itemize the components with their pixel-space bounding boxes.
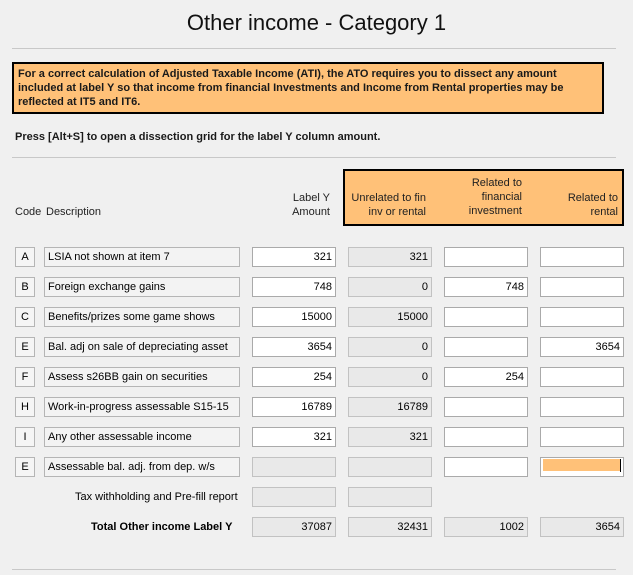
total-rental: 3654 xyxy=(540,517,624,537)
header-label-y: Label Y Amount xyxy=(292,192,330,218)
tax-withholding-label-y xyxy=(252,487,336,507)
selection-highlight xyxy=(543,459,620,471)
unrelated-cell: 321 xyxy=(348,247,432,267)
code-cell: E xyxy=(15,337,35,357)
description-cell: Assess s26BB gain on securities xyxy=(44,367,240,387)
description-cell: LSIA not shown at item 7 xyxy=(44,247,240,267)
text-caret xyxy=(620,459,621,472)
total-label: Total Other income Label Y xyxy=(91,521,233,533)
ati-notice: For a correct calculation of Adjusted Taxable Income (ATI), the ATO requires you to dissect any amount included at label Y so that income from financial Investments and Income from Rental properties may be reflected at IT5 and IT6. xyxy=(12,62,604,114)
financial-input[interactable] xyxy=(444,307,528,327)
header-description: Description xyxy=(46,206,102,218)
financial-input[interactable] xyxy=(444,397,528,417)
header-financial: Related to financial investment xyxy=(468,177,522,217)
rental-input[interactable] xyxy=(540,367,624,387)
unrelated-cell: 0 xyxy=(348,337,432,357)
divider xyxy=(12,157,616,158)
unrelated-cell xyxy=(348,457,432,477)
divider xyxy=(12,569,616,570)
description-cell: Work-in-progress assessable S15-15 xyxy=(44,397,240,417)
description-cell: Benefits/prizes some game shows xyxy=(44,307,240,327)
total-unrelated: 32431 xyxy=(348,517,432,537)
description-cell: Any other assessable income xyxy=(44,427,240,447)
rental-input[interactable]: 3654 xyxy=(540,337,624,357)
rental-input[interactable] xyxy=(540,427,624,447)
code-cell: I xyxy=(15,427,35,447)
code-cell: H xyxy=(15,397,35,417)
description-cell: Assessable bal. adj. from dep. w/s xyxy=(44,457,240,477)
header-unrelated: Unrelated to fin inv or rental xyxy=(351,192,426,218)
financial-input[interactable] xyxy=(444,427,528,447)
code-cell: B xyxy=(15,277,35,297)
unrelated-cell: 0 xyxy=(348,367,432,387)
label-y-input[interactable]: 16789 xyxy=(252,397,336,417)
description-cell: Foreign exchange gains xyxy=(44,277,240,297)
label-y-input[interactable]: 321 xyxy=(252,247,336,267)
total-financial: 1002 xyxy=(444,517,528,537)
code-cell: F xyxy=(15,367,35,387)
page-title: Other income - Category 1 xyxy=(186,10,447,35)
header-code: Code xyxy=(15,206,42,218)
dissection-instruction: Press [Alt+S] to open a dissection grid for the label Y column amount. xyxy=(15,131,381,143)
code-cell: A xyxy=(15,247,35,267)
rental-input[interactable] xyxy=(540,247,624,267)
rental-input[interactable] xyxy=(540,277,624,297)
unrelated-cell: 0 xyxy=(348,277,432,297)
header-rental: Related to rental xyxy=(567,192,618,218)
financial-input[interactable] xyxy=(444,337,528,357)
unrelated-cell: 321 xyxy=(348,427,432,447)
tax-withholding-label: Tax withholding and Pre-fill report xyxy=(75,491,238,503)
label-y-cell xyxy=(252,457,336,477)
rental-input[interactable] xyxy=(540,397,624,417)
financial-input[interactable] xyxy=(444,247,528,267)
unrelated-cell: 16789 xyxy=(348,397,432,417)
label-y-input[interactable]: 321 xyxy=(252,427,336,447)
total-label-y: 37087 xyxy=(252,517,336,537)
description-cell: Bal. adj on sale of depreciating asset xyxy=(44,337,240,357)
financial-input[interactable] xyxy=(444,457,528,477)
unrelated-cell: 15000 xyxy=(348,307,432,327)
financial-input[interactable]: 254 xyxy=(444,367,528,387)
label-y-input[interactable]: 15000 xyxy=(252,307,336,327)
code-cell: C xyxy=(15,307,35,327)
rental-input[interactable] xyxy=(540,307,624,327)
code-cell: E xyxy=(15,457,35,477)
divider xyxy=(12,48,616,49)
label-y-input[interactable]: 748 xyxy=(252,277,336,297)
label-y-input[interactable]: 254 xyxy=(252,367,336,387)
label-y-input[interactable]: 3654 xyxy=(252,337,336,357)
tax-withholding-unrelated xyxy=(348,487,432,507)
financial-input[interactable]: 748 xyxy=(444,277,528,297)
